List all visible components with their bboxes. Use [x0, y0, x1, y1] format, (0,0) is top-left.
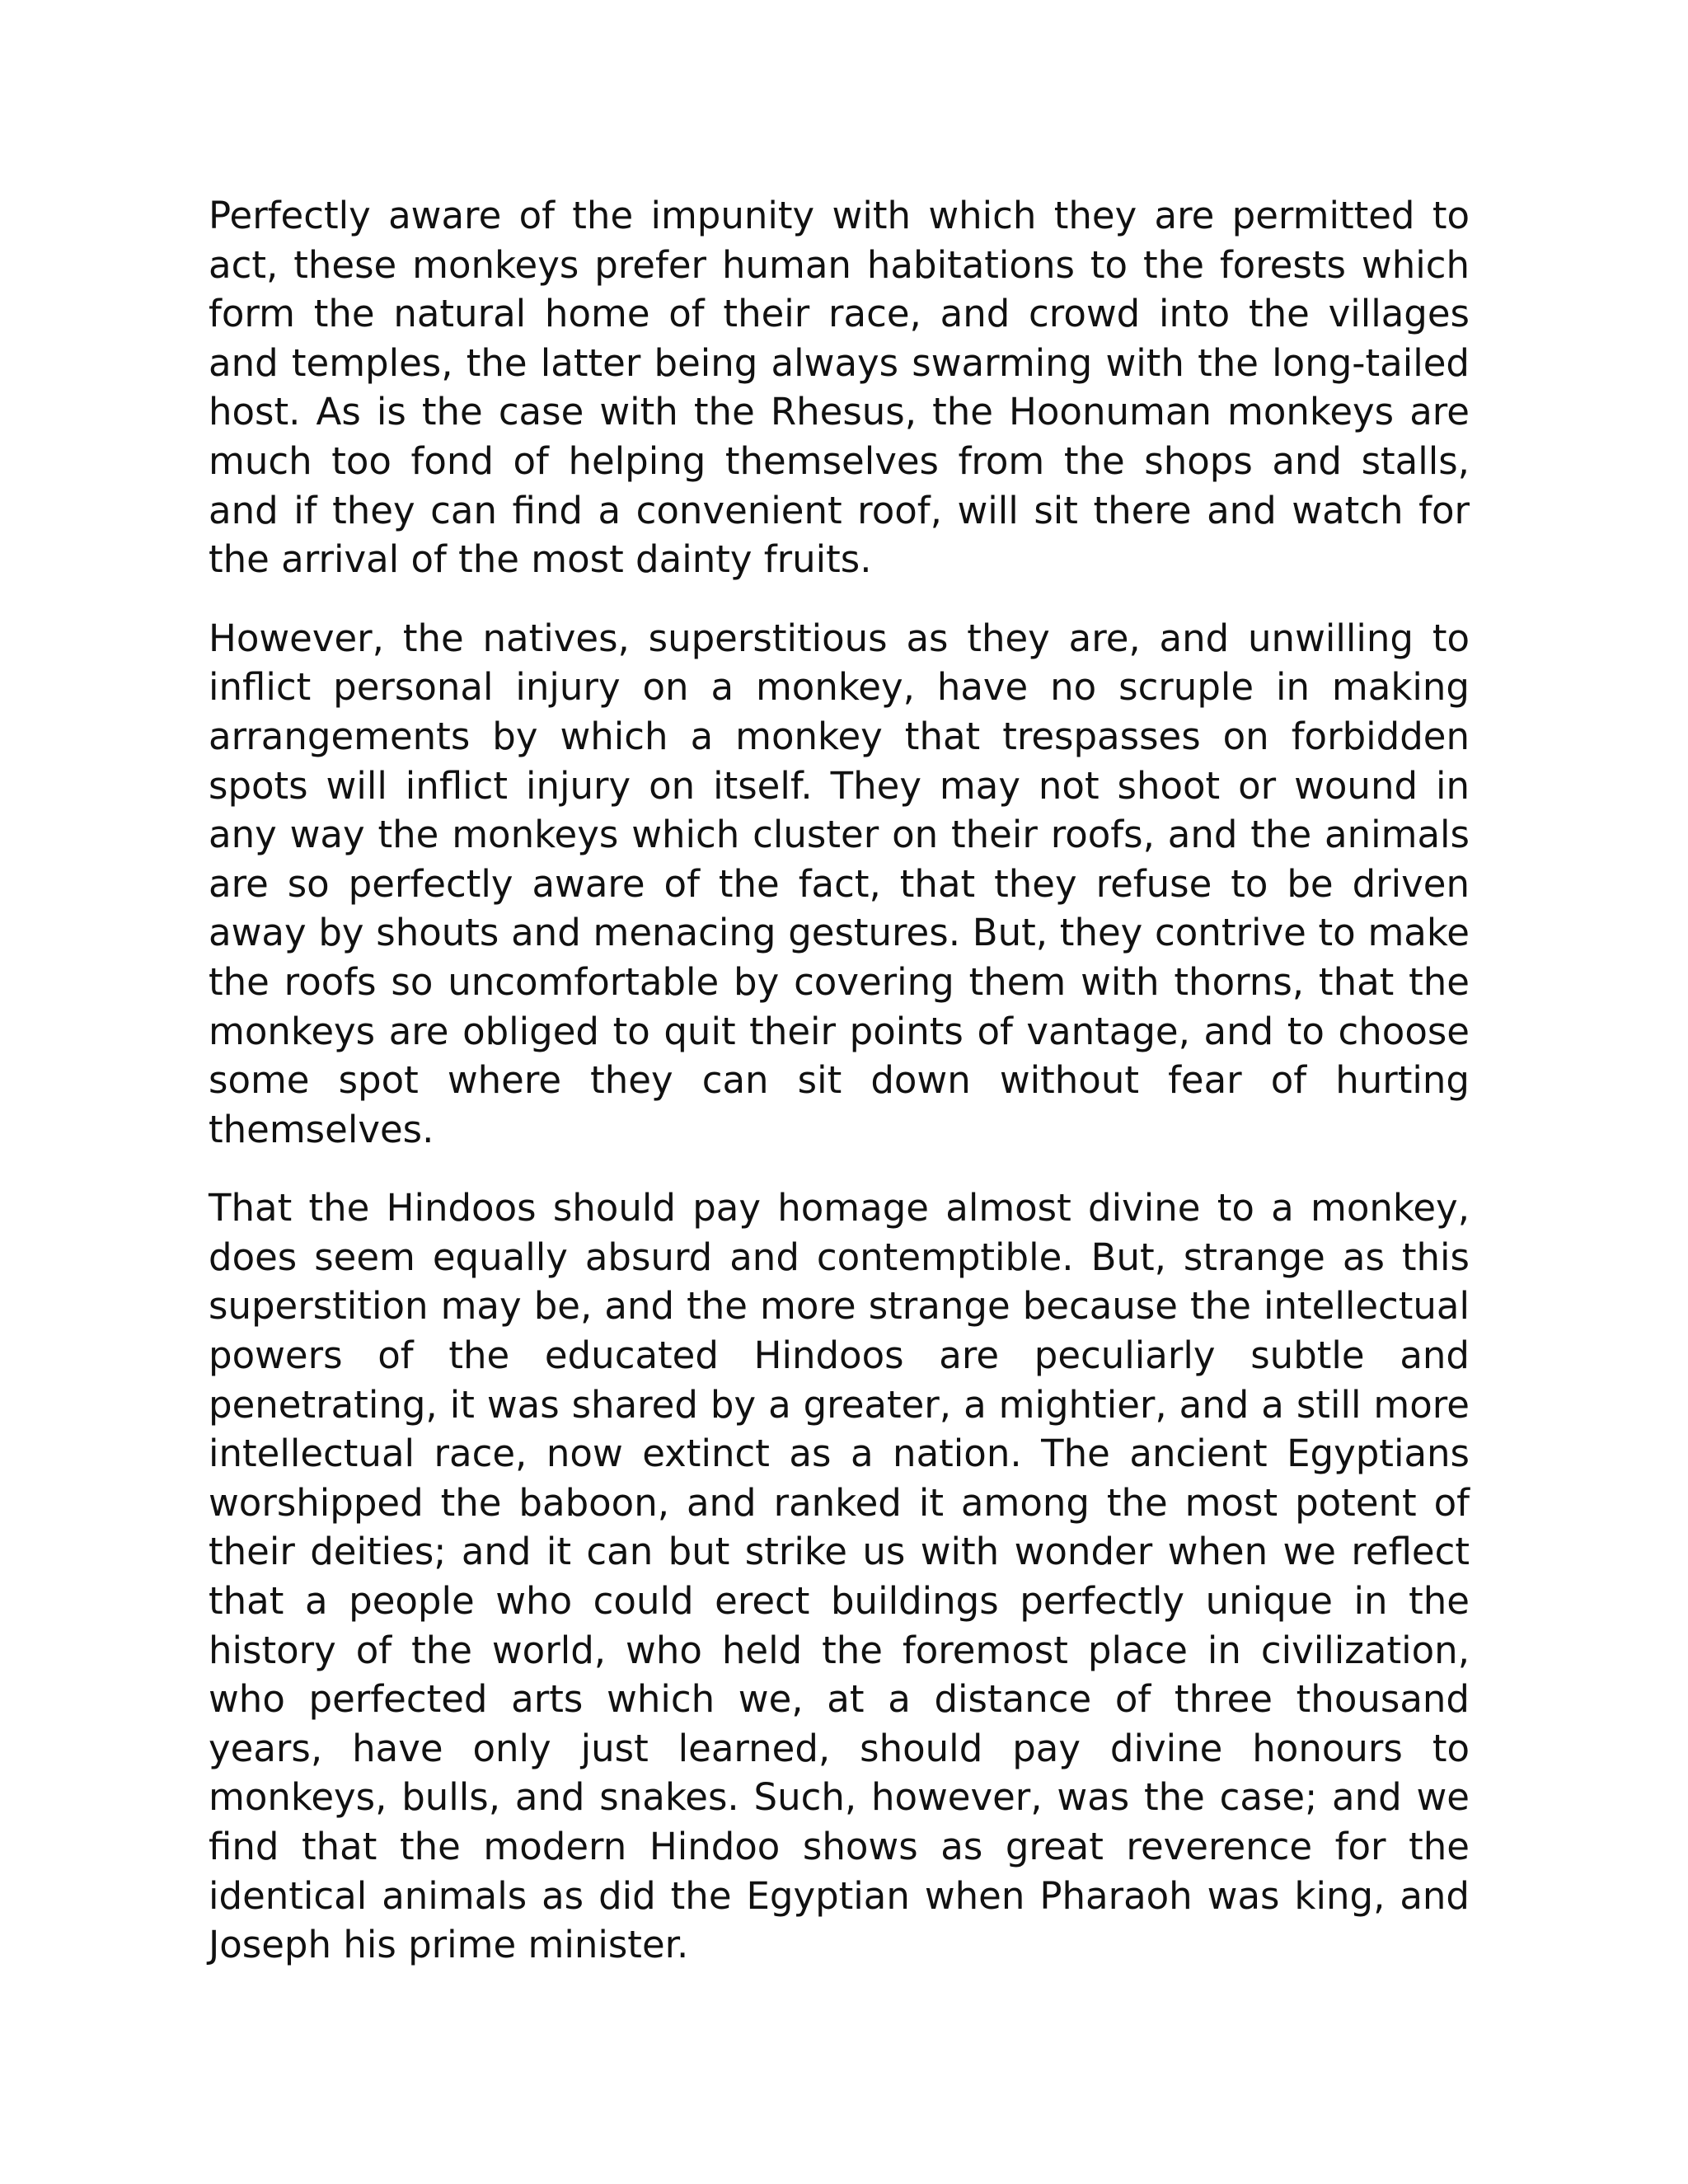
- paragraph-3: That the Hindoos should pay homage almost divine to a monkey, does seem equally absurd and contemptible. But, strange as this superstition may be, and the more strange because the intellectual powers of the educated Hindoos are peculiarly subtle and penetrating, it was shared by a greater, a mightier, and a still more intellectual race, now extinct as a nation. The ancient Egyptians worshipped the baboon, and ranked it among the most potent of their deities; and it can but strike us with wonder when we reflect that a people who could erect buildings perfectly unique in the history of the world, who held the foremost place in civilization, who perfected arts which we, at a distance of three thousand years, have only just learned, should pay divine honours to monkeys, bulls, and snakes. Such, however, was the case; and we find that the modern Hindoo shows as great reverence for the identical animals as did the Egyptian when Pharaoh was king, and Joseph his prime minister.: [209, 1186, 1470, 1967]
- paragraph-2: However, the natives, superstitious as they are, and unwilling to inflict personal injury on a monkey, have no scruple in making arrangements by which a monkey that trespasses on forbidden spots will inflict injury on itself. They may not shoot or wound in any way the monkeys which cluster on their roofs, and the animals are so perfectly aware of the fact, that they refuse to be driven away by shouts and menacing gestures. But, they contrive to make the roofs so uncomfortable by covering them with thorns, that the monkeys are obliged to quit their points of vantage, and to choose some spot where they can sit down without fear of hurting themselves.: [209, 616, 1470, 1151]
- paragraph-1: Perfectly aware of the impunity with which they are permitted to act, these monkeys prefer human habitations to the forests which form the natural home of their race, and crowd into the villages and temples, the latter being always swarming with the long-tailed host. As is the case with the Rhesus, the Hoonuman monkeys are much too fond of helping themselves from the shops and stalls, and if they can find a convenient roof, will sit there and watch for the arrival of the most dainty fruits.: [209, 194, 1470, 582]
- document-page: [209, 191, 1470, 1999]
